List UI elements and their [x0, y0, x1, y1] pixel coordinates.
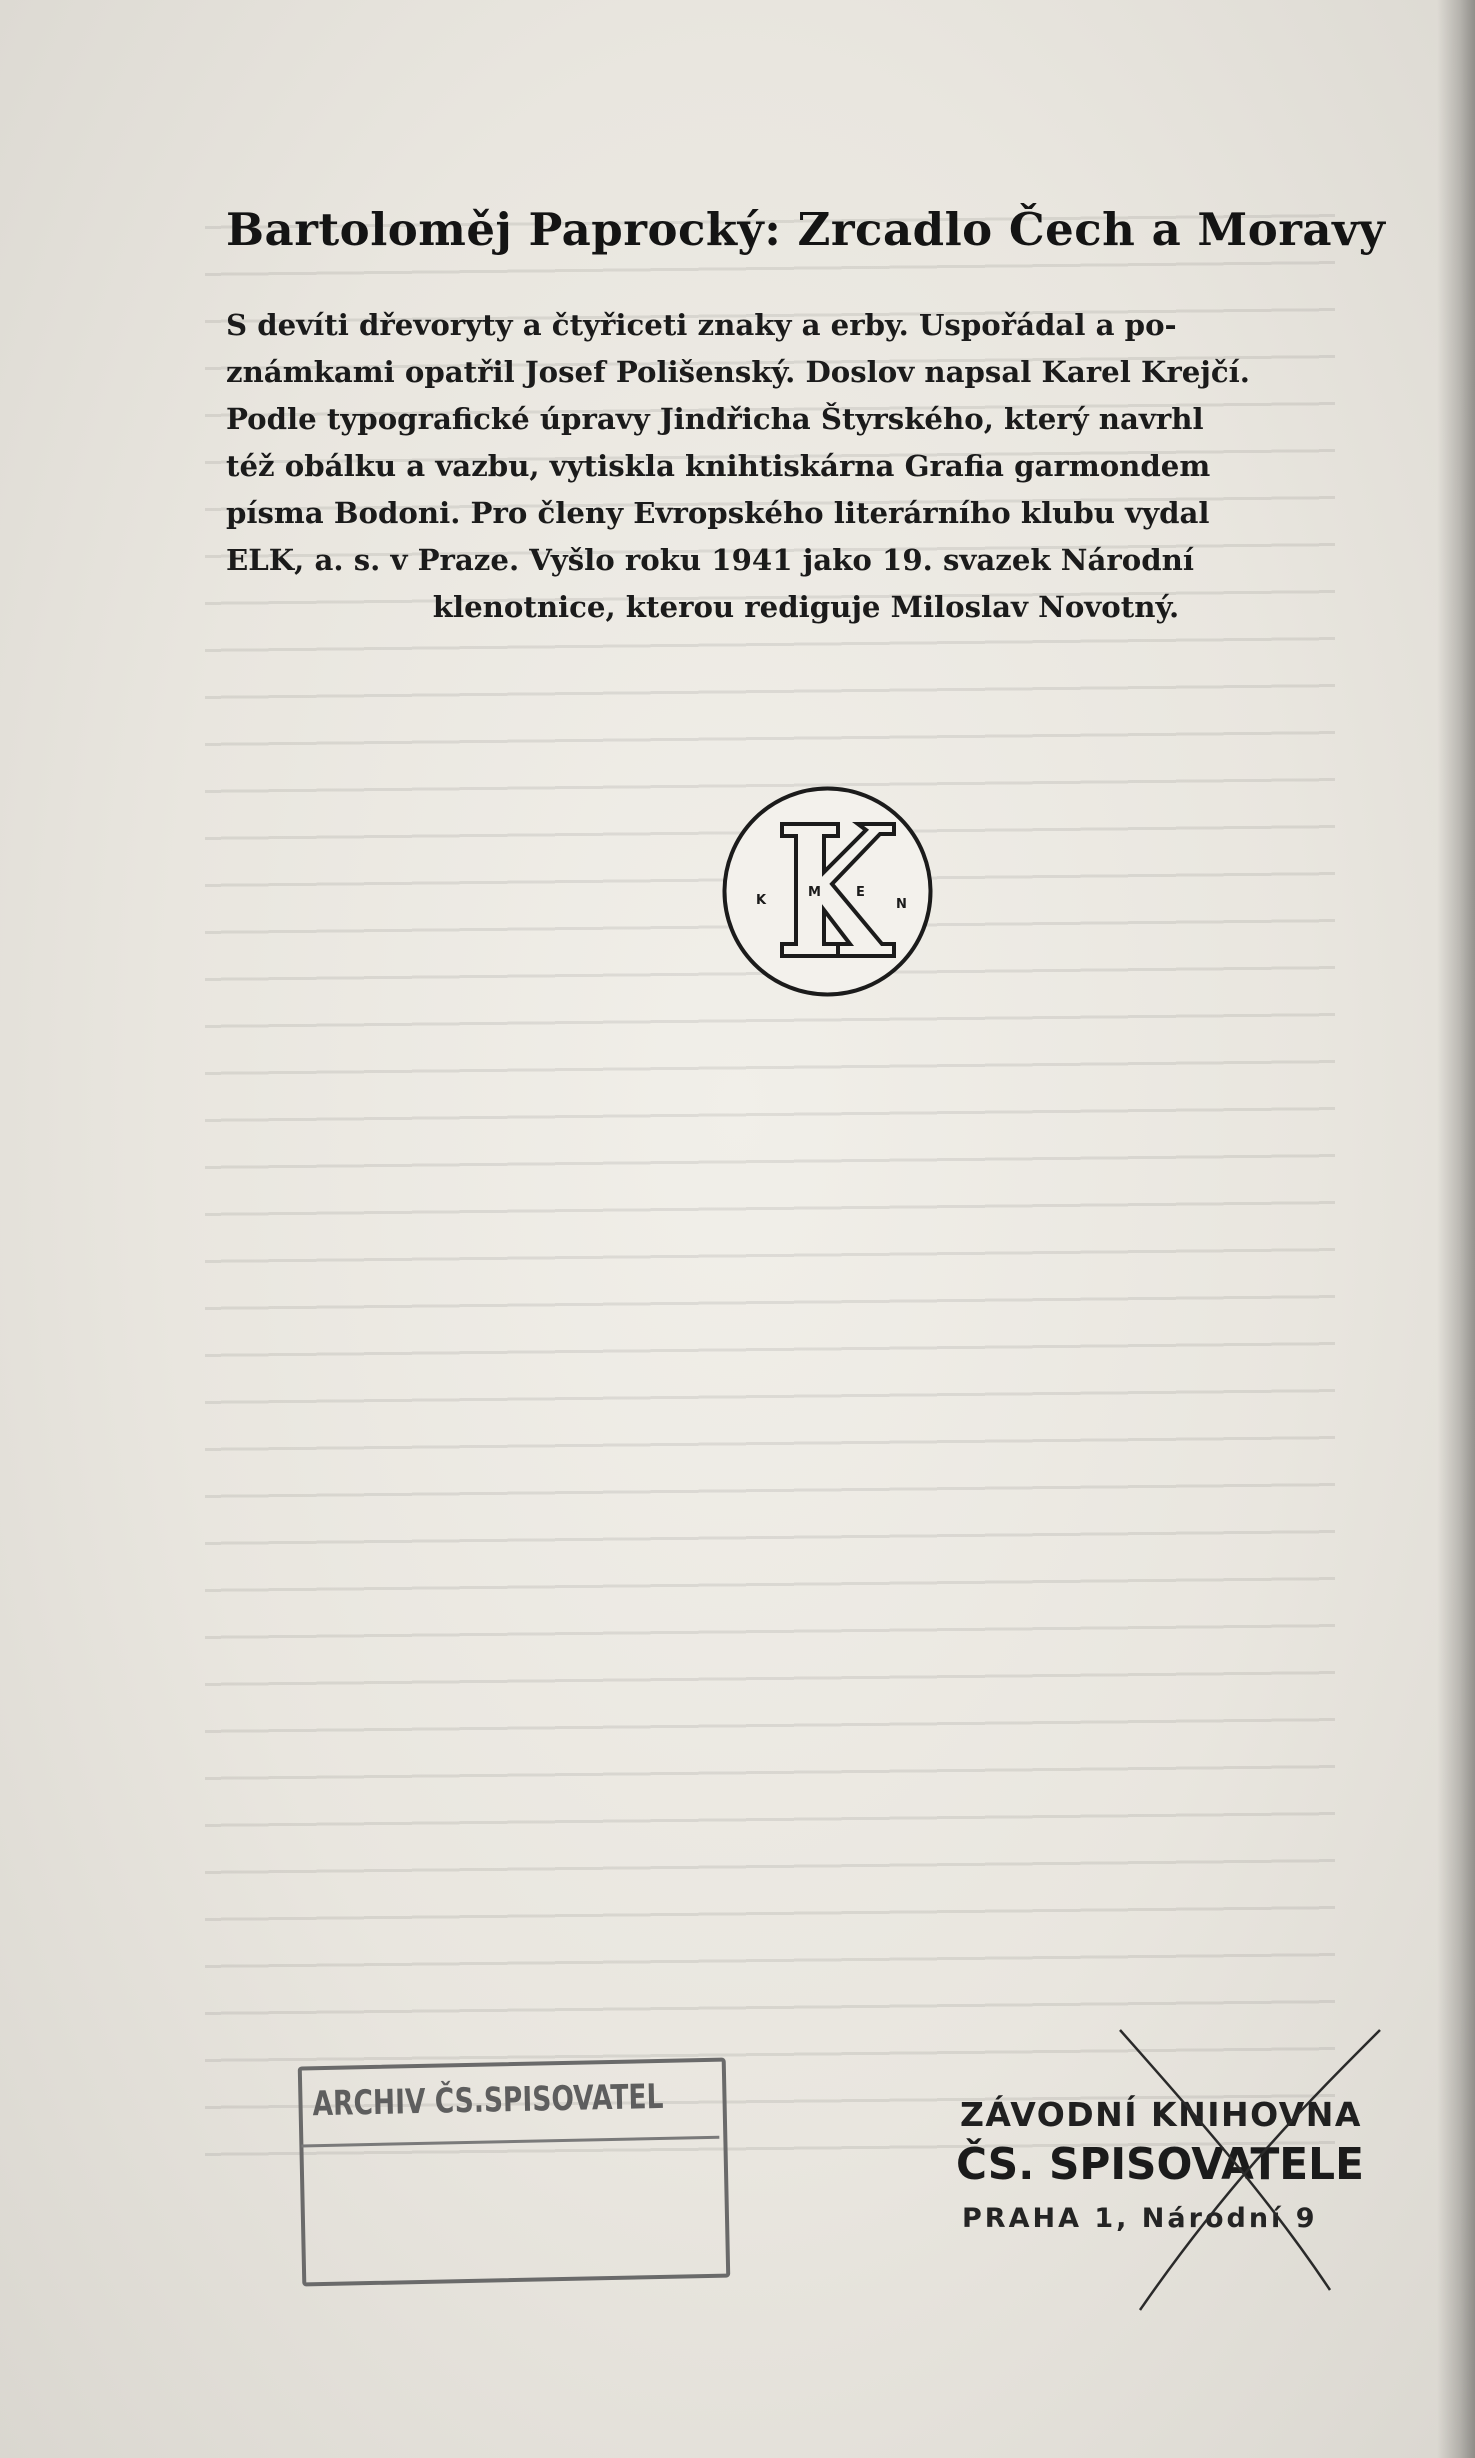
archive-stamp [298, 2058, 733, 2287]
library-stamp-line1: ZÁVODNÍ KNIHOVNA [960, 2095, 1362, 2134]
colophon-line: písma Bodoni. Pro členy Evropského literárního klubu vydal [226, 496, 1210, 530]
book-title: Bartoloměj Paprocký: Zrcadlo Čech a Moravy [226, 203, 1386, 256]
logo-ring-letter: M [808, 885, 821, 900]
library-stamp-line3: PRAHA 1, Národní 9 [962, 2203, 1318, 2234]
colophon-line: S devíti dřevoryty a čtyřiceti znaky a erby. Uspořádal a po- [226, 308, 1177, 342]
logo-ring-letter: E [856, 885, 865, 900]
kmen-logo-icon [720, 784, 935, 999]
colophon-line: Podle typografické úpravy Jindřicha Štyrského, který navrhl [226, 402, 1204, 436]
colophon-line: známkami opatřil Josef Polišenský. Doslov napsal Karel Krejčí. [226, 355, 1250, 389]
colophon-paragraph [226, 302, 1386, 631]
logo-ring-letter: N [896, 897, 907, 912]
cancellation-cross-mark [1060, 2010, 1400, 2320]
colophon-line: klenotnice, kterou rediguje Miloslav Novotný. [432, 590, 1180, 624]
colophon-line: ELK, a. s. v Praze. Vyšlo roku 1941 jako 19. svazek Národní [226, 543, 1194, 577]
page-edge-shadow [1437, 0, 1475, 2458]
library-stamp-line2: ČS. SPISOVATELE [956, 2139, 1364, 2190]
archive-stamp-label: ARCHIV ČS.SPISOVATEL [312, 2076, 664, 2125]
logo-ring-letter: K [756, 893, 767, 908]
colophon-line: též obálku a vazbu, vytiskla knihtiskárna Grafia garmondem [226, 449, 1211, 483]
